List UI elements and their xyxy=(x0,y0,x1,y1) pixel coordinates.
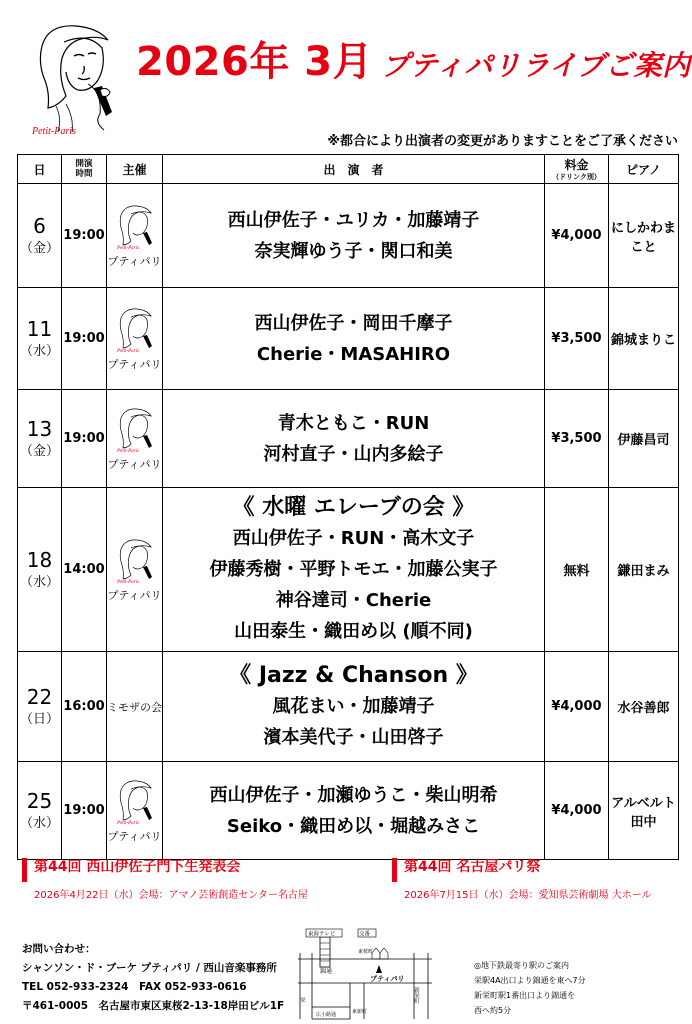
event-marker xyxy=(22,858,27,882)
svg-text:Petit-Paris: Petit-Paris xyxy=(32,126,76,136)
row-day xyxy=(18,288,62,390)
row-time: 19:00 xyxy=(62,762,107,860)
row-host xyxy=(107,184,163,288)
event-title: 第44回 西山伊佐子門下生発表会 xyxy=(34,859,241,875)
row-performers xyxy=(163,488,545,652)
svg-text:Petit-Paris: Petit-Paris xyxy=(116,245,139,251)
row-piano: アルベルト田中 xyxy=(609,762,679,860)
row-host xyxy=(107,488,163,652)
row-time: 19:00 xyxy=(62,288,107,390)
petit-paris-logo-icon xyxy=(115,778,155,826)
performer-line: 河村直子・山内多絵子 xyxy=(263,443,444,465)
row-fee: ¥4,000 xyxy=(545,652,609,762)
header-performers: 出 演 者 xyxy=(163,155,545,184)
svg-text:広小路通: 広小路通 xyxy=(316,1012,337,1018)
svg-text:東新町: 東新町 xyxy=(352,1009,368,1015)
performer-line: 西山伊佐子・RUN・高木文子 xyxy=(232,528,475,549)
petit-paris-logo-icon xyxy=(115,306,155,354)
header-host: 主催 xyxy=(107,155,163,184)
row-fee: 無料 xyxy=(545,488,609,652)
access-map xyxy=(292,923,438,1024)
performer-line: 奈実輝ゆう子・関口和美 xyxy=(254,240,453,262)
row-piano: 伊藤昌司 xyxy=(609,390,679,488)
event-detail: 2026年7月15日（水）会場：愛知県芸術劇場 大ホール xyxy=(404,890,652,901)
row-time: 16:00 xyxy=(62,652,107,762)
day-weekday: （金） xyxy=(19,241,59,256)
row-piano: 錦城まりこ xyxy=(609,288,679,390)
event-detail: 2026年4月22日（水）会場：アマノ芸術創造センター名古屋 xyxy=(34,890,308,901)
header-day: 日 xyxy=(18,155,62,184)
row-fee: ¥4,000 xyxy=(545,762,609,860)
row-time: 14:00 xyxy=(62,488,107,652)
row-piano: 鎌田まみ xyxy=(609,488,679,652)
schedule-table xyxy=(17,154,679,860)
access-line: 新栄町駅1番出口より錦通を xyxy=(474,991,576,1000)
title-subtitle: プティパリライブご案内 xyxy=(381,49,691,82)
host-name: プティパリ xyxy=(107,588,162,602)
performer-line: 風花まい・加藤靖子 xyxy=(272,696,435,717)
row-host xyxy=(107,390,163,488)
day-weekday: （水） xyxy=(19,575,59,590)
header-piano: ピアノ xyxy=(609,155,679,184)
schedule-row xyxy=(18,762,679,860)
event-name: 《 水曜 エレーブの会 》 xyxy=(232,495,475,520)
row-performers xyxy=(163,652,545,762)
petit-paris-logo xyxy=(28,18,126,136)
row-fee: ¥4,000 xyxy=(545,184,609,288)
header-time: 開演 時間 xyxy=(62,155,107,184)
access-line: 栄駅4A出口より錦通を東へ7分 xyxy=(474,976,586,985)
svg-text:Petit-Paris: Petit-Paris xyxy=(116,448,139,454)
row-piano: 水谷善郎 xyxy=(609,652,679,762)
day-number: 18 xyxy=(26,548,53,572)
row-host xyxy=(107,652,163,762)
day-number: 25 xyxy=(26,789,53,813)
row-host xyxy=(107,762,163,860)
event-name: 《 Jazz & Chanson 》 xyxy=(229,663,478,688)
day-weekday: （日） xyxy=(19,712,59,727)
row-day xyxy=(18,652,62,762)
schedule-row xyxy=(18,652,679,762)
schedule-row xyxy=(18,288,679,390)
access-info xyxy=(474,958,586,1018)
row-day xyxy=(18,488,62,652)
performer-line: 西山伊佐子・ユリカ・加藤靖子 xyxy=(227,209,480,231)
contact-address: 〒461-0005 名古屋市東区東桜2-13-18岸田ビル1F xyxy=(22,1000,285,1012)
svg-text:Petit-Paris: Petit-Paris xyxy=(116,820,139,826)
row-host xyxy=(107,288,163,390)
svg-text:新栄町: 新栄町 xyxy=(413,987,419,1004)
day-weekday: （水） xyxy=(19,344,59,359)
performer-line: 山田泰生・織田め以 (順不同) xyxy=(234,621,473,642)
petit-paris-logo-icon xyxy=(115,203,155,251)
event-marker xyxy=(392,858,397,882)
row-fee: ¥3,500 xyxy=(545,390,609,488)
day-weekday: （金） xyxy=(19,444,59,459)
page-title xyxy=(136,30,691,87)
schedule-notice: ※都合により出演者の変更がありますことをご了承ください xyxy=(327,134,678,149)
row-time: 19:00 xyxy=(62,184,107,288)
row-performers xyxy=(163,762,545,860)
row-piano: にしかわまこと xyxy=(609,184,679,288)
row-day xyxy=(18,390,62,488)
svg-text:錦通: 錦通 xyxy=(320,968,333,975)
header-fee: 料金 （ドリンク別） xyxy=(545,155,609,184)
schedule-row xyxy=(18,390,679,488)
performer-line: 西山伊佐子・岡田千摩子 xyxy=(254,312,453,334)
contact-heading: お問い合わせ： xyxy=(22,943,96,955)
svg-text:東海テレビ: 東海テレビ xyxy=(308,931,336,938)
performer-line: Seiko・織田め以・堀越みさこ xyxy=(226,815,481,837)
table-header-row xyxy=(18,155,679,184)
event-recital xyxy=(22,856,308,901)
svg-text:Petit-Paris: Petit-Paris xyxy=(116,348,139,354)
petit-paris-logo-icon xyxy=(115,406,155,454)
performer-line: 西山伊佐子・加瀬ゆうこ・柴山明希 xyxy=(209,784,498,806)
svg-text:栄: 栄 xyxy=(299,997,305,1003)
performer-line: 青木ともこ・RUN xyxy=(277,412,430,434)
host-name: プティパリ xyxy=(107,457,162,471)
day-number: 11 xyxy=(26,317,53,341)
petit-paris-logo-icon xyxy=(115,537,155,585)
row-time: 19:00 xyxy=(62,390,107,488)
performer-line: 神谷達司・Cherie xyxy=(275,590,432,611)
performer-line: 濱本美代子・山田啓子 xyxy=(263,727,444,748)
contact-phone: TEL 052-933-2324 FAX 052-933-0616 xyxy=(22,981,247,993)
day-number: 22 xyxy=(26,685,53,709)
day-number: 6 xyxy=(33,214,46,238)
day-weekday: （水） xyxy=(19,816,59,831)
host-name: プティパリ xyxy=(107,357,162,371)
svg-text:東桜町: 東桜町 xyxy=(358,949,374,955)
svg-text:Petit-Paris: Petit-Paris xyxy=(116,579,139,585)
day-number: 13 xyxy=(26,417,53,441)
access-line: 西へ約5分 xyxy=(474,1006,512,1015)
row-day xyxy=(18,762,62,860)
title-month: 2026年 3月 xyxy=(136,39,374,85)
access-heading: ◎地下鉄最寄り駅のご案内 xyxy=(474,961,569,970)
contact-info xyxy=(22,940,284,1016)
event-title: 第44回 名古屋パリ祭 xyxy=(404,859,541,875)
event-paris-festival xyxy=(392,856,652,901)
performer-line: 伊藤秀樹・平野トモエ・加藤公実子 xyxy=(209,559,498,580)
contact-name: シャンソン・ド・ブーケ プティパリ / 西山音楽事務所 xyxy=(22,962,277,974)
schedule-row xyxy=(18,488,679,652)
row-performers xyxy=(163,184,545,288)
row-performers xyxy=(163,288,545,390)
row-performers xyxy=(163,390,545,488)
schedule-row xyxy=(18,184,679,288)
svg-text:交番: 交番 xyxy=(359,931,371,938)
host-name: ミモザの会 xyxy=(107,700,162,714)
svg-text:プティパリ: プティパリ xyxy=(370,975,405,983)
row-fee: ¥3,500 xyxy=(545,288,609,390)
host-name: プティパリ xyxy=(107,829,162,843)
row-day xyxy=(18,184,62,288)
host-name: プティパリ xyxy=(107,254,162,268)
performer-line: Cherie・MASAHIRO xyxy=(256,343,451,365)
